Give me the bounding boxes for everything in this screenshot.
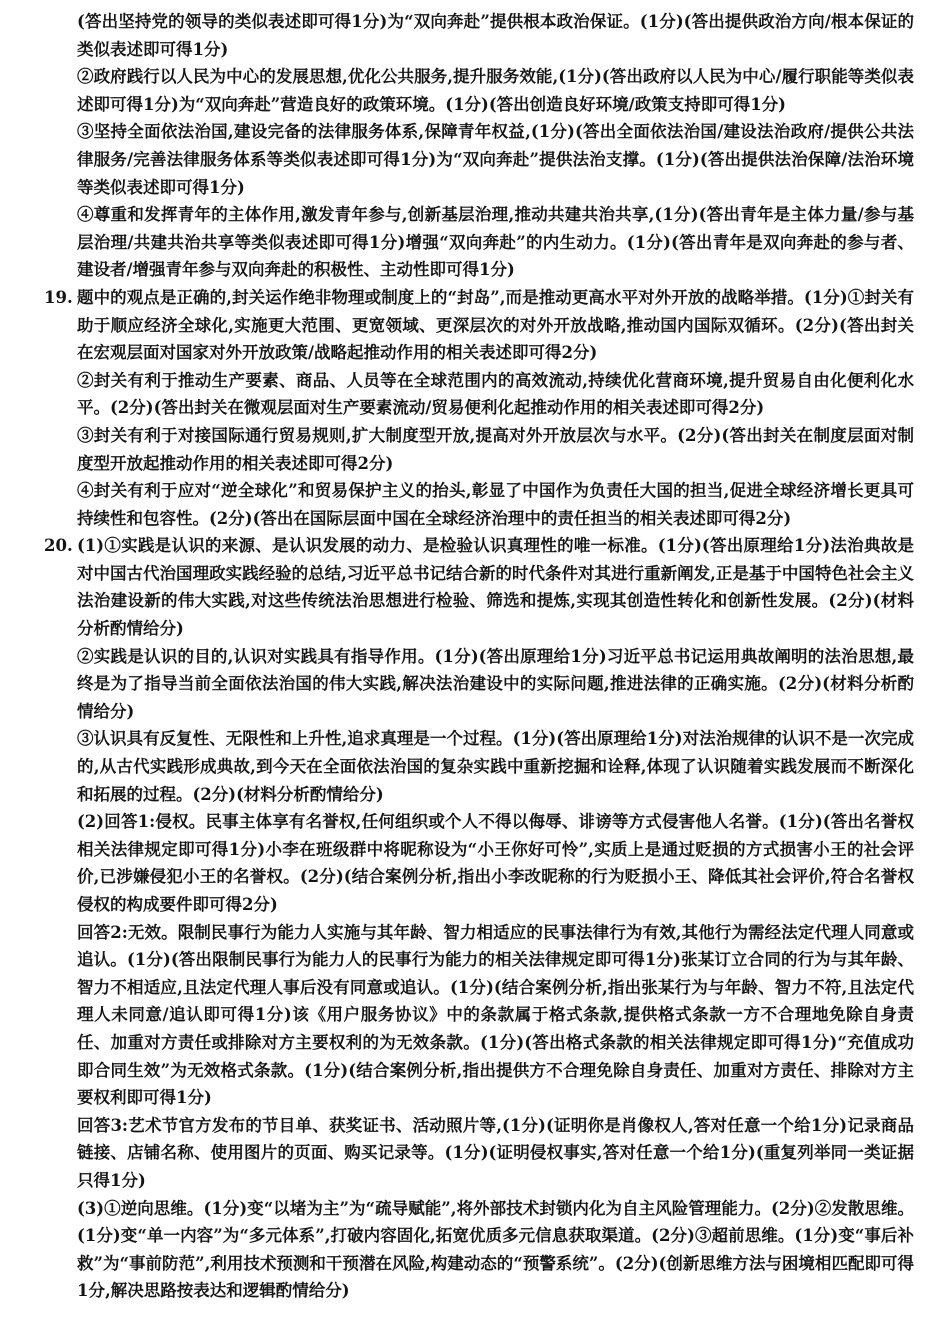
q18-point4: ④尊重和发挥青年的主体作用,激发青年参与,创新基层治理,推动共建共治共享,(1分)(答出青年是主体力量/参与基层治理/共建共治共享等类似表述即可得1分)增强“双向奔赴”的内生动力。(1分)(答出青年是双向奔赴的参与者、建设者/增强青年参与双向奔赴的积极性、主动性即可得1分) — [77, 205, 914, 280]
q18-point1-continuation: (答出坚持党的领导的类似表述即可得1分)为“双向奔赴”提供根本政治保证。(1分)(答出提供政治方向/根本保证的类似表述即可得1分) — [77, 12, 914, 59]
q19-point2: ②封关有利于推动生产要素、商品、人员等在全球范围内的高效流动,持续优化营商环境,提升贸易自由化便利化水平。(2分)(答出封关在微观层面对生产要素流动/贸易便利化起推动作用的相关表述即可得2分) — [77, 370, 914, 418]
q19-point1: 题中的观点是正确的,封关运作绝非物理或制度上的“封岛”,而是推动更高水平对外开放的战略举措。(1分)①封关有助于顺应经济全球化,实施更大范围、更宽领域、更深层次的对外开放战略,推动国内国际双循环。(2分)(答出封关在宏观层面对国家对外开放政策/战略起推动作用的相关表述即可得2分) — [77, 287, 914, 363]
q20-part1-point2: ②实践是认识的目的,认识对实践具有指导作用。(1分)(答出原理给1分)习近平总书记运用典故阐明的法治思想,最终是为了指导当前全面依法治国的伟大实践,解决法治建设中的实际问题,推进法律的正确实施。(2分)(材料分析酌情给分) — [77, 646, 914, 721]
answer-key-page — [44, 8, 914, 1305]
q19-number: 19. — [44, 287, 73, 307]
q20-part2-answer1: (2)回答1:侵权。民事主体享有名誉权,任何组织或个人不得以侮辱、诽谤等方式侵害他人名誉。(1分)(答出名誉权相关法律规定即可得1分)小李在班级群中将昵称设为“小王你好可怜”,实质上是通过贬损的方式损害小王的社会评价,已涉嫌侵犯小王的名誉权。(2分)(结合案例分析,指出小李改昵称的行为贬损小王、降低其社会评价,符合名誉权侵权的构成要件即可得2分) — [77, 812, 914, 914]
q18-point2: ②政府践行以人民为中心的发展思想,优化公共服务,提升服务效能,(1分)(答出政府以人民为中心/履行职能等类似表述即可得1分)为“双向奔赴”营造良好的政策环境。(1分)(答出创造良好环境/政策支持即可得1分) — [77, 67, 914, 114]
q20-number: 20. — [44, 536, 73, 556]
q20-block — [44, 532, 914, 642]
q20-part2-answer2: 回答2:无效。限制民事行为能力人实施与其年龄、智力相适应的民事法律行为有效,其他行为需经法定代理人同意或追认。(1分)(答出限制民事行为能力人的民事行为能力的相关法律规定即可得1分)张某订立合同的行为与其年龄、智力不相适应,且法定代理人事后没有同意或追认。(1分)(结合案例分析,指出张某行为与年龄、智力不符,且法定代理人未同意/追认即可得1分)该《用户服务协议》中的条款属于格式条款,提供格式条款一方不合理地免除自身责任、加重对方责任或排除对方主要权利的为无效条款。(1分)(答出格式条款的相关法律规定即可得1分)“充值成功即合同生效”为无效格式条款。(1分)(结合案例分析,指出提供方不合理免除自身责任、加重对方责任、排除对方主要权利即可得1分) — [77, 922, 914, 1108]
q20-part1-point1: (1)①实践是认识的来源、是认识发展的动力、是检验认识真理性的唯一标准。(1分)(答出原理给1分)法治典故是对中国古代治国理政实践经验的总结,习近平总书记结合新的时代条件对其进行重新阐发,正是基于中国特色社会主义法治建设新的伟大实践,对这些传统法治思想进行检验、筛选和提炼,实现其创造性转化和创新性发展。(2分)(材料分析酌情给分) — [77, 536, 914, 639]
q19-block — [44, 284, 914, 367]
q19-point4: ④封关有利于应对“逆全球化”和贸易保护主义的抬头,彰显了中国作为负责任大国的担当,促进全球经济增长更具可持续性和包容性。(2分)(答出在国际层面中国在全球经济治理中的责任担当的相关表述即可得2分) — [77, 481, 914, 528]
q20-part1-point3: ③认识具有反复性、无限性和上升性,追求真理是一个过程。(1分)(答出原理给1分)对法治规律的认识不是一次完成的,从古代实践形成典故,到今天在全面依法治国的复杂实践中重新挖掘和诠释,体现了认识随着实践发展而不断深化和拓展的过程。(2分)(材料分析酌情给分) — [77, 729, 914, 804]
q20-part2-answer3: 回答3:艺术节官方发布的节目单、获奖证书、活动照片等,(1分)(证明你是肖像权人,答对任意一个给1分)记录商品链接、店铺名称、使用图片的页面、购买记录等。(1分)(证明侵权事实,答对任意一个给1分)(重复列举同一类证据只得1分) — [77, 1115, 914, 1190]
q18-point3: ③坚持全面依法治国,建设完备的法律服务体系,保障青年权益,(1分)(答出全面依法治国/建设法治政府/提供公共法律服务/完善法律服务体系等类似表述即可得1分)为“双向奔赴”提供法治支撑。(1分)(答出提供法治保障/法治环境等类似表述即可得1分) — [77, 122, 914, 197]
q19-point3: ③封关有利于对接国际通行贸易规则,扩大制度型开放,提高对外开放层次与水平。(2分)(答出封关在制度层面对制度型开放起推动作用的相关表述即可得2分) — [77, 425, 914, 473]
q20-part3: (3)①逆向思维。(1分)变“以堵为主”为“疏导赋能”,将外部技术封锁内化为自主风险管理能力。(2分)②发散思维。(1分)变“单一内容”为“多元体系”,打破内容固化,拓宽优质多元信息获取渠道。(2分)③超前思维。(1分)变“事后补救”为“事前防范”,利用技术预测和干预潜在风险,构建动态的“预警系统”。(2分)(创新思维方法与困境相匹配即可得1分,解决思路按表达和逻辑酌情给分) — [77, 1198, 914, 1301]
